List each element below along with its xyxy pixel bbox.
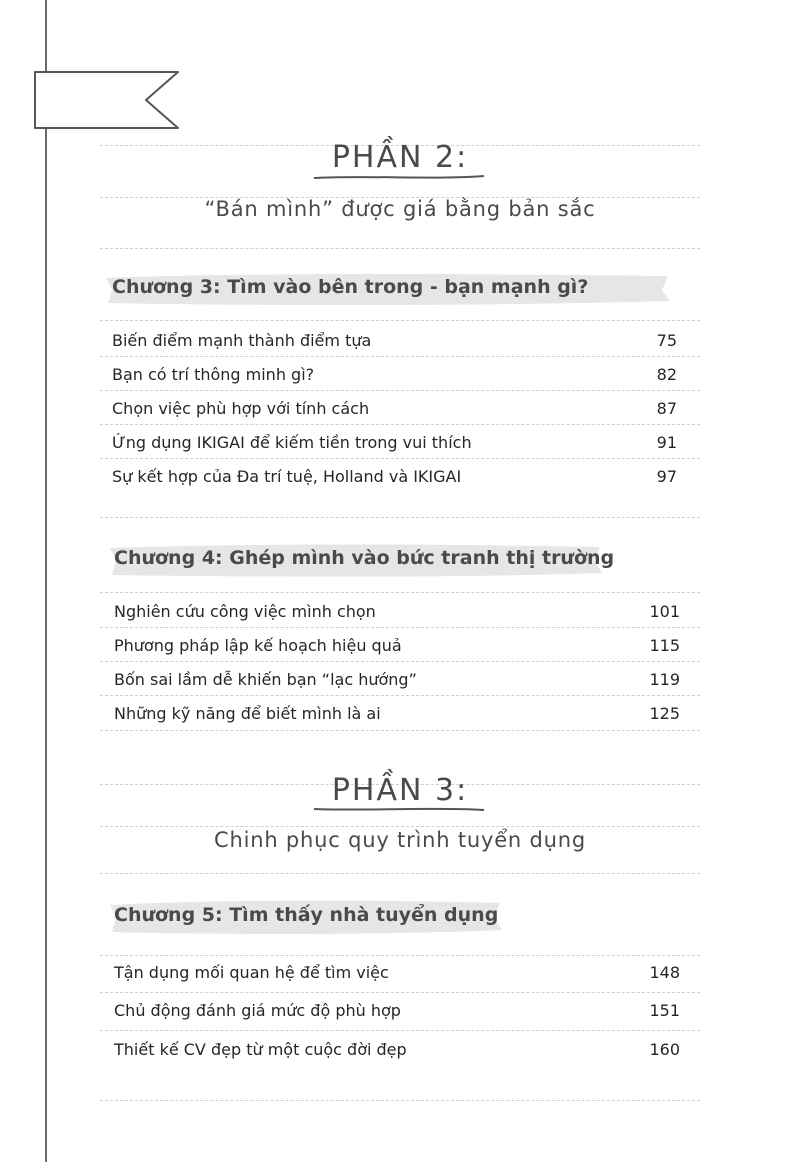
part2-title: PHẦN 2: — [331, 140, 469, 175]
toc-entry-title: Bạn có trí thông minh gì? — [112, 364, 315, 384]
toc-entry[interactable] — [112, 325, 677, 355]
toc-entry-title: Bốn sai lầm dễ khiến bạn “lạc hướng” — [114, 669, 417, 689]
toc-entry-title: Những kỹ năng để biết mình là ai — [114, 703, 381, 723]
toc-entry-page: 119 — [649, 669, 680, 689]
toc-entry-page: 148 — [649, 962, 680, 982]
toc-entry-page: 151 — [649, 1000, 680, 1020]
toc-entry-page: 87 — [656, 398, 677, 418]
toc-entry-title: Thiết kế CV đẹp từ một cuộc đời đẹp — [114, 1039, 407, 1059]
toc-entry[interactable] — [112, 427, 677, 457]
part3-subtitle: Chinh phục quy trình tuyển dụng — [214, 828, 586, 852]
divider — [100, 873, 700, 874]
toc-entry-title: Nghiên cứu công việc mình chọn — [114, 601, 376, 621]
divider — [100, 592, 700, 593]
divider — [100, 356, 700, 357]
divider — [100, 320, 700, 321]
toc-entry-title: Biến điểm mạnh thành điểm tựa — [112, 330, 372, 350]
toc-entry[interactable] — [112, 461, 677, 491]
divider — [100, 248, 700, 249]
part2-subtitle: “Bán mình” được giá bằng bản sắc — [204, 197, 596, 221]
toc-entry-title: Tận dụng mối quan hệ để tìm việc — [114, 962, 389, 982]
toc-entry[interactable] — [114, 596, 680, 626]
divider — [100, 730, 700, 731]
toc-entry-page: 91 — [656, 432, 677, 452]
chapter5-title: Chương 5: Tìm thấy nhà tuyển dụng — [114, 904, 499, 926]
toc-entry[interactable] — [114, 630, 680, 660]
chapter3-title: Chương 3: Tìm vào bên trong - bạn mạnh gì? — [112, 276, 589, 298]
divider — [100, 458, 700, 459]
divider — [100, 1100, 700, 1101]
divider — [100, 627, 700, 628]
toc-entry[interactable] — [114, 995, 680, 1025]
page-spine-line — [45, 0, 47, 1162]
divider — [100, 992, 700, 993]
toc-entry-page: 82 — [656, 364, 677, 384]
toc-entry-title: Chủ động đánh giá mức độ phù hợp — [114, 1000, 401, 1020]
toc-entry[interactable] — [114, 698, 680, 728]
toc-entry-page: 97 — [656, 466, 677, 486]
toc-entry[interactable] — [114, 1034, 680, 1064]
toc-entry-page: 101 — [649, 601, 680, 621]
toc-entry[interactable] — [112, 359, 677, 389]
part2-title-underline — [312, 172, 487, 182]
divider — [100, 695, 700, 696]
chapter4-title: Chương 4: Ghép mình vào bức tranh thị trường — [114, 547, 615, 569]
toc-entry-page: 75 — [656, 330, 677, 350]
toc-entry-title: Chọn việc phù hợp với tính cách — [112, 398, 370, 418]
toc-entry[interactable] — [114, 664, 680, 694]
divider — [100, 424, 700, 425]
toc-entry-page: 115 — [649, 635, 680, 655]
toc-entry-title: Sự kết hợp của Đa trí tuệ, Holland và IKIGAI — [112, 466, 462, 486]
divider — [100, 661, 700, 662]
toc-entry-title: Ứng dụng IKIGAI để kiếm tiền trong vui thích — [112, 432, 472, 452]
toc-entry-title: Phương pháp lập kế hoạch hiệu quả — [114, 635, 402, 655]
divider — [100, 517, 700, 518]
toc-entry-page: 160 — [649, 1039, 680, 1059]
divider — [100, 390, 700, 391]
toc-entry[interactable] — [114, 957, 680, 987]
bookmark-flag-icon — [0, 60, 185, 135]
part3-title: PHẦN 3: — [331, 773, 469, 808]
divider — [100, 826, 700, 827]
divider — [100, 955, 700, 956]
toc-entry-page: 125 — [649, 703, 680, 723]
divider — [100, 1030, 700, 1031]
part3-title-underline — [312, 804, 487, 814]
toc-entry[interactable] — [112, 393, 677, 423]
